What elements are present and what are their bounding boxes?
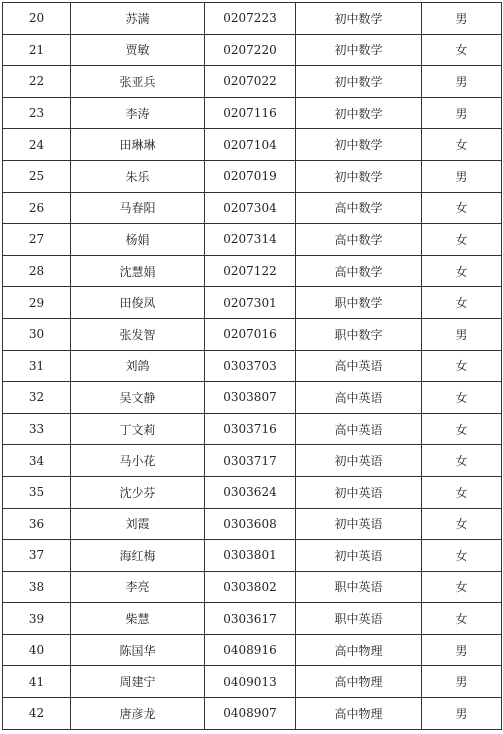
- gender-cell: 男: [422, 66, 502, 98]
- row-number-cell: 30: [3, 318, 71, 350]
- name-cell: 田俊凤: [71, 287, 205, 319]
- table-row: [3, 634, 502, 666]
- row-number-cell: 36: [3, 508, 71, 540]
- name-cell: 马小花: [71, 445, 205, 477]
- name-cell: 田琳琳: [71, 129, 205, 161]
- table-row: [3, 571, 502, 603]
- row-number-cell: 31: [3, 350, 71, 382]
- name-cell: 张发智: [71, 318, 205, 350]
- id-number-cell: 0207122: [205, 255, 296, 287]
- id-number-cell: 0409013: [205, 666, 296, 698]
- name-cell: 贾敏: [71, 34, 205, 66]
- id-number-cell: 0207022: [205, 66, 296, 98]
- gender-cell: 男: [422, 318, 502, 350]
- table-row: [3, 476, 502, 508]
- subject-cell: 职中数字: [296, 318, 422, 350]
- row-number-cell: 27: [3, 224, 71, 256]
- subject-cell: 初中数学: [296, 66, 422, 98]
- table-row: [3, 97, 502, 129]
- row-number-cell: 40: [3, 634, 71, 666]
- subject-cell: 高中物理: [296, 634, 422, 666]
- subject-cell: 高中英语: [296, 350, 422, 382]
- row-number-cell: 28: [3, 255, 71, 287]
- name-cell: 李涛: [71, 97, 205, 129]
- id-number-cell: 0207314: [205, 224, 296, 256]
- id-number-cell: 0303807: [205, 382, 296, 414]
- table-row: [3, 129, 502, 161]
- row-number-cell: 24: [3, 129, 71, 161]
- subject-cell: 高中数学: [296, 255, 422, 287]
- gender-cell: 女: [422, 34, 502, 66]
- subject-cell: 初中英语: [296, 540, 422, 572]
- name-cell: 陈国华: [71, 634, 205, 666]
- id-number-cell: 0408916: [205, 634, 296, 666]
- row-number-cell: 39: [3, 603, 71, 635]
- table-row: [3, 224, 502, 256]
- id-number-cell: 0207301: [205, 287, 296, 319]
- subject-cell: 职中数学: [296, 287, 422, 319]
- name-cell: 海红梅: [71, 540, 205, 572]
- teacher-roster-table: [2, 2, 502, 730]
- name-cell: 丁文莉: [71, 413, 205, 445]
- row-number-cell: 41: [3, 666, 71, 698]
- name-cell: 张亚兵: [71, 66, 205, 98]
- name-cell: 李亮: [71, 571, 205, 603]
- gender-cell: 男: [422, 666, 502, 698]
- table-row: [3, 540, 502, 572]
- subject-cell: 高中物理: [296, 698, 422, 730]
- subject-cell: 初中数学: [296, 160, 422, 192]
- gender-cell: 女: [422, 255, 502, 287]
- table-row: [3, 318, 502, 350]
- gender-cell: 女: [422, 382, 502, 414]
- row-number-cell: 34: [3, 445, 71, 477]
- row-number-cell: 21: [3, 34, 71, 66]
- subject-cell: 初中数学: [296, 97, 422, 129]
- table-row: [3, 666, 502, 698]
- row-number-cell: 37: [3, 540, 71, 572]
- table-row: [3, 66, 502, 98]
- subject-cell: 初中英语: [296, 508, 422, 540]
- id-number-cell: 0207016: [205, 318, 296, 350]
- id-number-cell: 0207223: [205, 3, 296, 35]
- subject-cell: 高中英语: [296, 382, 422, 414]
- row-number-cell: 33: [3, 413, 71, 445]
- table-row: [3, 508, 502, 540]
- subject-cell: 初中数学: [296, 34, 422, 66]
- row-number-cell: 35: [3, 476, 71, 508]
- id-number-cell: 0303624: [205, 476, 296, 508]
- id-number-cell: 0303608: [205, 508, 296, 540]
- subject-cell: 初中数学: [296, 129, 422, 161]
- table-body: [3, 3, 502, 730]
- gender-cell: 男: [422, 698, 502, 730]
- subject-cell: 职中英语: [296, 571, 422, 603]
- id-number-cell: 0408907: [205, 698, 296, 730]
- gender-cell: 男: [422, 97, 502, 129]
- table-row: [3, 34, 502, 66]
- row-number-cell: 22: [3, 66, 71, 98]
- table-row: [3, 192, 502, 224]
- row-number-cell: 23: [3, 97, 71, 129]
- gender-cell: 女: [422, 571, 502, 603]
- gender-cell: 女: [422, 224, 502, 256]
- name-cell: 杨娟: [71, 224, 205, 256]
- name-cell: 刘霞: [71, 508, 205, 540]
- subject-cell: 职中英语: [296, 603, 422, 635]
- id-number-cell: 0303617: [205, 603, 296, 635]
- name-cell: 朱乐: [71, 160, 205, 192]
- table-row: [3, 603, 502, 635]
- row-number-cell: 32: [3, 382, 71, 414]
- id-number-cell: 0207220: [205, 34, 296, 66]
- row-number-cell: 38: [3, 571, 71, 603]
- subject-cell: 高中数学: [296, 224, 422, 256]
- name-cell: 沈少芬: [71, 476, 205, 508]
- subject-cell: 初中英语: [296, 476, 422, 508]
- id-number-cell: 0303802: [205, 571, 296, 603]
- row-number-cell: 42: [3, 698, 71, 730]
- gender-cell: 男: [422, 160, 502, 192]
- name-cell: 刘鸽: [71, 350, 205, 382]
- gender-cell: 女: [422, 350, 502, 382]
- table-row: [3, 350, 502, 382]
- name-cell: 唐彦龙: [71, 698, 205, 730]
- row-number-cell: 20: [3, 3, 71, 35]
- subject-cell: 高中英语: [296, 413, 422, 445]
- table-row: [3, 382, 502, 414]
- gender-cell: 女: [422, 192, 502, 224]
- table-row: [3, 413, 502, 445]
- id-number-cell: 0303717: [205, 445, 296, 477]
- gender-cell: 男: [422, 634, 502, 666]
- gender-cell: 女: [422, 603, 502, 635]
- id-number-cell: 0303716: [205, 413, 296, 445]
- name-cell: 吴文静: [71, 382, 205, 414]
- table-row: [3, 698, 502, 730]
- table-row: [3, 287, 502, 319]
- id-number-cell: 0303703: [205, 350, 296, 382]
- gender-cell: 女: [422, 413, 502, 445]
- name-cell: 苏满: [71, 3, 205, 35]
- subject-cell: 初中数学: [296, 3, 422, 35]
- gender-cell: 女: [422, 540, 502, 572]
- gender-cell: 男: [422, 3, 502, 35]
- name-cell: 沈慧娟: [71, 255, 205, 287]
- id-number-cell: 0207104: [205, 129, 296, 161]
- gender-cell: 女: [422, 129, 502, 161]
- gender-cell: 女: [422, 476, 502, 508]
- id-number-cell: 0303801: [205, 540, 296, 572]
- subject-cell: 高中数学: [296, 192, 422, 224]
- table-row: [3, 3, 502, 35]
- row-number-cell: 26: [3, 192, 71, 224]
- gender-cell: 女: [422, 287, 502, 319]
- row-number-cell: 25: [3, 160, 71, 192]
- name-cell: 周建宁: [71, 666, 205, 698]
- id-number-cell: 0207019: [205, 160, 296, 192]
- subject-cell: 高中物理: [296, 666, 422, 698]
- table-row: [3, 160, 502, 192]
- table-row: [3, 255, 502, 287]
- id-number-cell: 0207116: [205, 97, 296, 129]
- name-cell: 马春阳: [71, 192, 205, 224]
- gender-cell: 女: [422, 445, 502, 477]
- row-number-cell: 29: [3, 287, 71, 319]
- table-row: [3, 445, 502, 477]
- gender-cell: 女: [422, 508, 502, 540]
- name-cell: 柴慧: [71, 603, 205, 635]
- id-number-cell: 0207304: [205, 192, 296, 224]
- subject-cell: 初中英语: [296, 445, 422, 477]
